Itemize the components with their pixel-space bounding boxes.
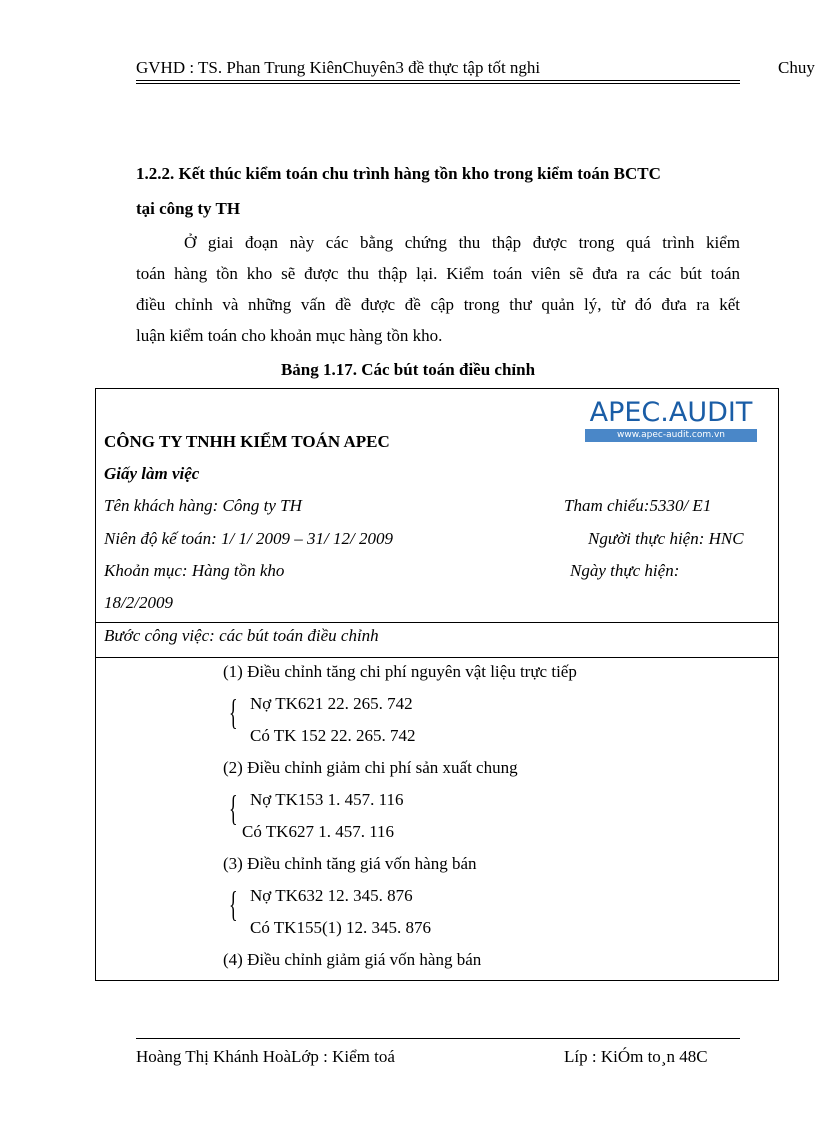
logo-wordmark: APEC.AUDIT <box>589 397 753 428</box>
section-heading-cont: tại công ty TH <box>136 199 241 218</box>
reference-code: Tham chiếu:5330/ E1 <box>564 496 712 515</box>
accounting-period: Niên độ kế toán: 1/ 1/ 2009 – 31/ 12/ 2009 <box>104 529 393 548</box>
entry-credit: Có TK627 1. 457. 116 <box>242 822 395 841</box>
brace-icon: { <box>229 692 238 732</box>
footer-author: Hoàng Thị Khánh HoàLớp : Kiểm toá <box>136 1047 395 1066</box>
paragraph-line: toán hàng tồn kho sẽ được thu thập lại. Kiểm toán viên sẽ đưa ra các bút toán <box>136 264 740 283</box>
box-divider <box>96 622 778 623</box>
entry-credit: Có TK 152 22. 265. 742 <box>250 726 416 745</box>
company-name: CÔNG TY TNHH KIỂM TOÁN APEC <box>104 432 390 451</box>
header-rule-top <box>136 80 740 81</box>
entry-debit: Nợ TK621 22. 265. 742 <box>250 694 413 713</box>
brace-icon: { <box>229 788 238 828</box>
brace-icon: { <box>229 884 238 924</box>
box-divider <box>96 657 778 658</box>
entry-debit: Nợ TK153 1. 457. 116 <box>250 790 404 809</box>
entry-title: (2) Điều chỉnh giảm chi phí sản xuất chung <box>223 758 518 777</box>
entry-credit: Có TK155(1) 12. 345. 876 <box>250 918 432 937</box>
account-item: Khoản mục: Hàng tồn kho <box>104 561 285 580</box>
entry-title: (4) Điều chỉnh giảm giá vốn hàng bán <box>223 950 482 969</box>
workpaper-box <box>95 388 779 981</box>
preparer: Người thực hiện: HNC <box>588 529 744 548</box>
apec-audit-logo <box>585 399 757 442</box>
section-heading: 1.2.2. Kết thúc kiểm toán chu trình hàng tồn kho trong kiểm toán BCTC <box>136 164 661 183</box>
running-header-left: GVHD : TS. Phan Trung KiênChuyên3 đề thực tập tốt nghi <box>136 58 541 77</box>
work-step: Bước công việc: các bút toán điều chỉnh <box>104 626 379 645</box>
footer-class: Líp : KiÓm to¸n 48C <box>564 1047 708 1066</box>
paragraph-line: Ở giai đoạn này các bằng chứng thu thập được trong quá trình kiểm <box>184 233 740 252</box>
paragraph-line: luận kiểm toán cho khoản mục hàng tồn kho. <box>136 326 443 345</box>
date-label: Ngày thực hiện: <box>570 561 680 580</box>
client-name: Tên khách hàng: Công ty TH <box>104 496 302 515</box>
header-rule-bottom <box>136 83 740 84</box>
date-value: 18/2/2009 <box>104 593 173 612</box>
entry-title: (3) Điều chỉnh tăng giá vốn hàng bán <box>223 854 477 873</box>
running-header-right: Chuy <box>778 58 815 77</box>
table-title: Bảng 1.17. Các bút toán điều chỉnh <box>280 360 536 379</box>
entry-title: (1) Điều chỉnh tăng chi phí nguyên vật liệu trực tiếp <box>223 662 577 681</box>
logo-url-bar: www.apec-audit.com.vn <box>585 429 757 442</box>
document-type: Giấy làm việc <box>104 464 200 483</box>
paragraph-line: điều chỉnh và những vấn đề được đề cập trong thư quản lý, từ đó đưa ra kết <box>136 295 740 314</box>
entry-debit: Nợ TK632 12. 345. 876 <box>250 886 413 905</box>
footer-rule <box>136 1038 740 1039</box>
